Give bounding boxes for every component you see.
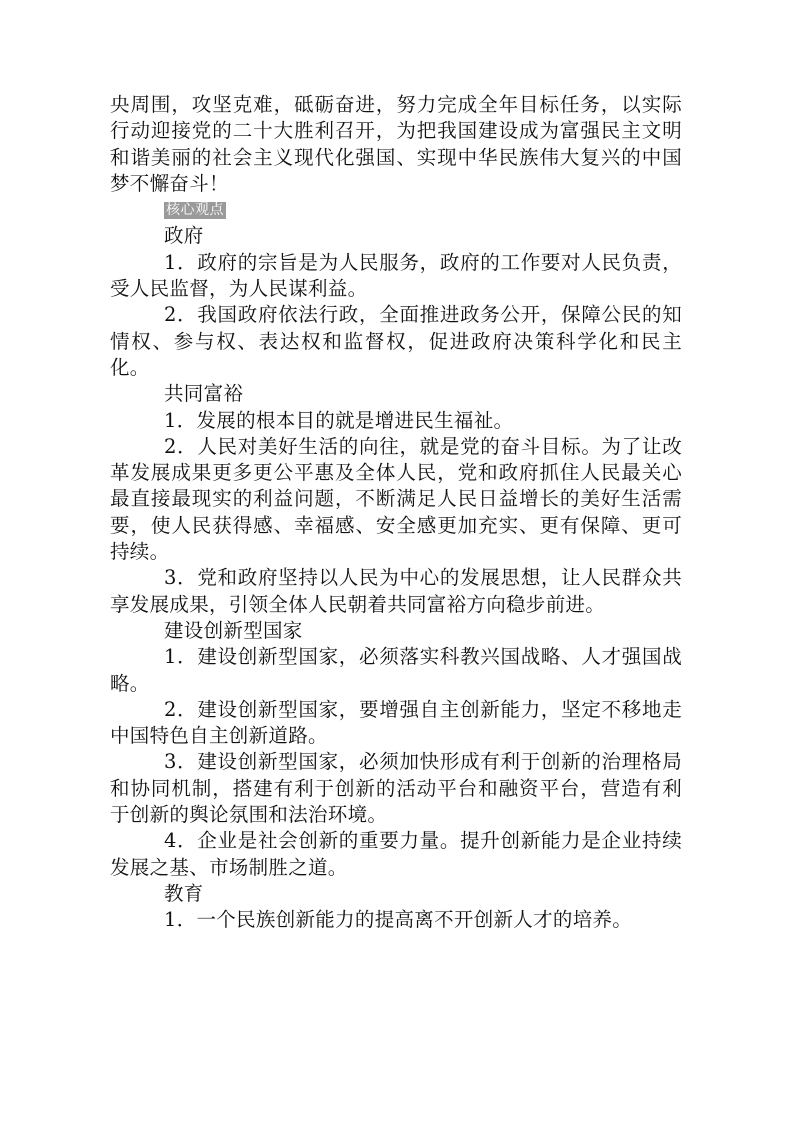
section-heading: 建设创新型国家: [164, 618, 303, 642]
section-heading: 共同富裕: [164, 382, 244, 406]
section-heading: 教育: [164, 881, 204, 905]
section-education: [110, 881, 682, 934]
document-body: [110, 92, 682, 934]
section-item: 2．我国政府依法行政，全面推进政务公开，保障公民的知情权、参与权、表达权和监督权，促进政府决策科学化和民主化。: [110, 303, 682, 379]
section-item: 4．企业是社会创新的重要力量。提升创新能力是企业持续发展之基、市场制胜之道。: [110, 829, 682, 879]
section-item: 2．人民对美好生活的向往，就是党的奋斗目标。为了让改革发展成果更多更公平惠及全体人民，党和政府抓住人民最关心最直接最现实的利益问题，不断满足人民日益增长的美好生活需要，使人民获得感、幸福感、安全感更加充实、更有保障、更可持续。: [110, 434, 682, 564]
section-common-prosperity: [110, 381, 682, 618]
section-item: 1．发展的根本目的就是增进民生福祉。: [164, 408, 514, 432]
section-item: 1．一个民族创新能力的提高离不开创新人才的培养。: [164, 908, 633, 932]
section-item: 2．建设创新型国家，要增强自主创新能力，坚定不移地走中国特色自主创新道路。: [110, 697, 682, 748]
section-item: 3．党和政府坚持以人民为中心的发展思想，让人民群众共享发展成果，引领全体人民朝着共同富裕方向稳步前进。: [110, 566, 682, 616]
section-item: 1．建设创新型国家，必须落实科教兴国战略、人才强国战略。: [110, 645, 682, 695]
section-government: [110, 223, 682, 381]
section-item: 1．政府的宗旨是为人民服务，政府的工作要对人民负责，受人民监督，为人民谋利益。: [110, 250, 682, 301]
section-item: 3．建设创新型国家，必须加快形成有利于创新的治理格局和协同机制，搭建有利于创新的活动平台和融资平台，营造有利于创新的舆论氛围和法治环境。: [110, 750, 682, 827]
intro-paragraph: 央周围，攻坚克难，砥砺奋进，努力完成全年目标任务，以实际行动迎接党的二十大胜利召开，为把我国建设成为富强民主文明和谐美丽的社会主义现代化强国、实现中华民族伟大复兴的中国梦不懈奋斗！: [110, 93, 682, 195]
core-viewpoints-label: 核心观点: [166, 202, 224, 219]
section-heading: 政府: [164, 224, 204, 248]
section-innovative-country: [110, 618, 682, 881]
core-viewpoints-label-row: [110, 197, 682, 223]
